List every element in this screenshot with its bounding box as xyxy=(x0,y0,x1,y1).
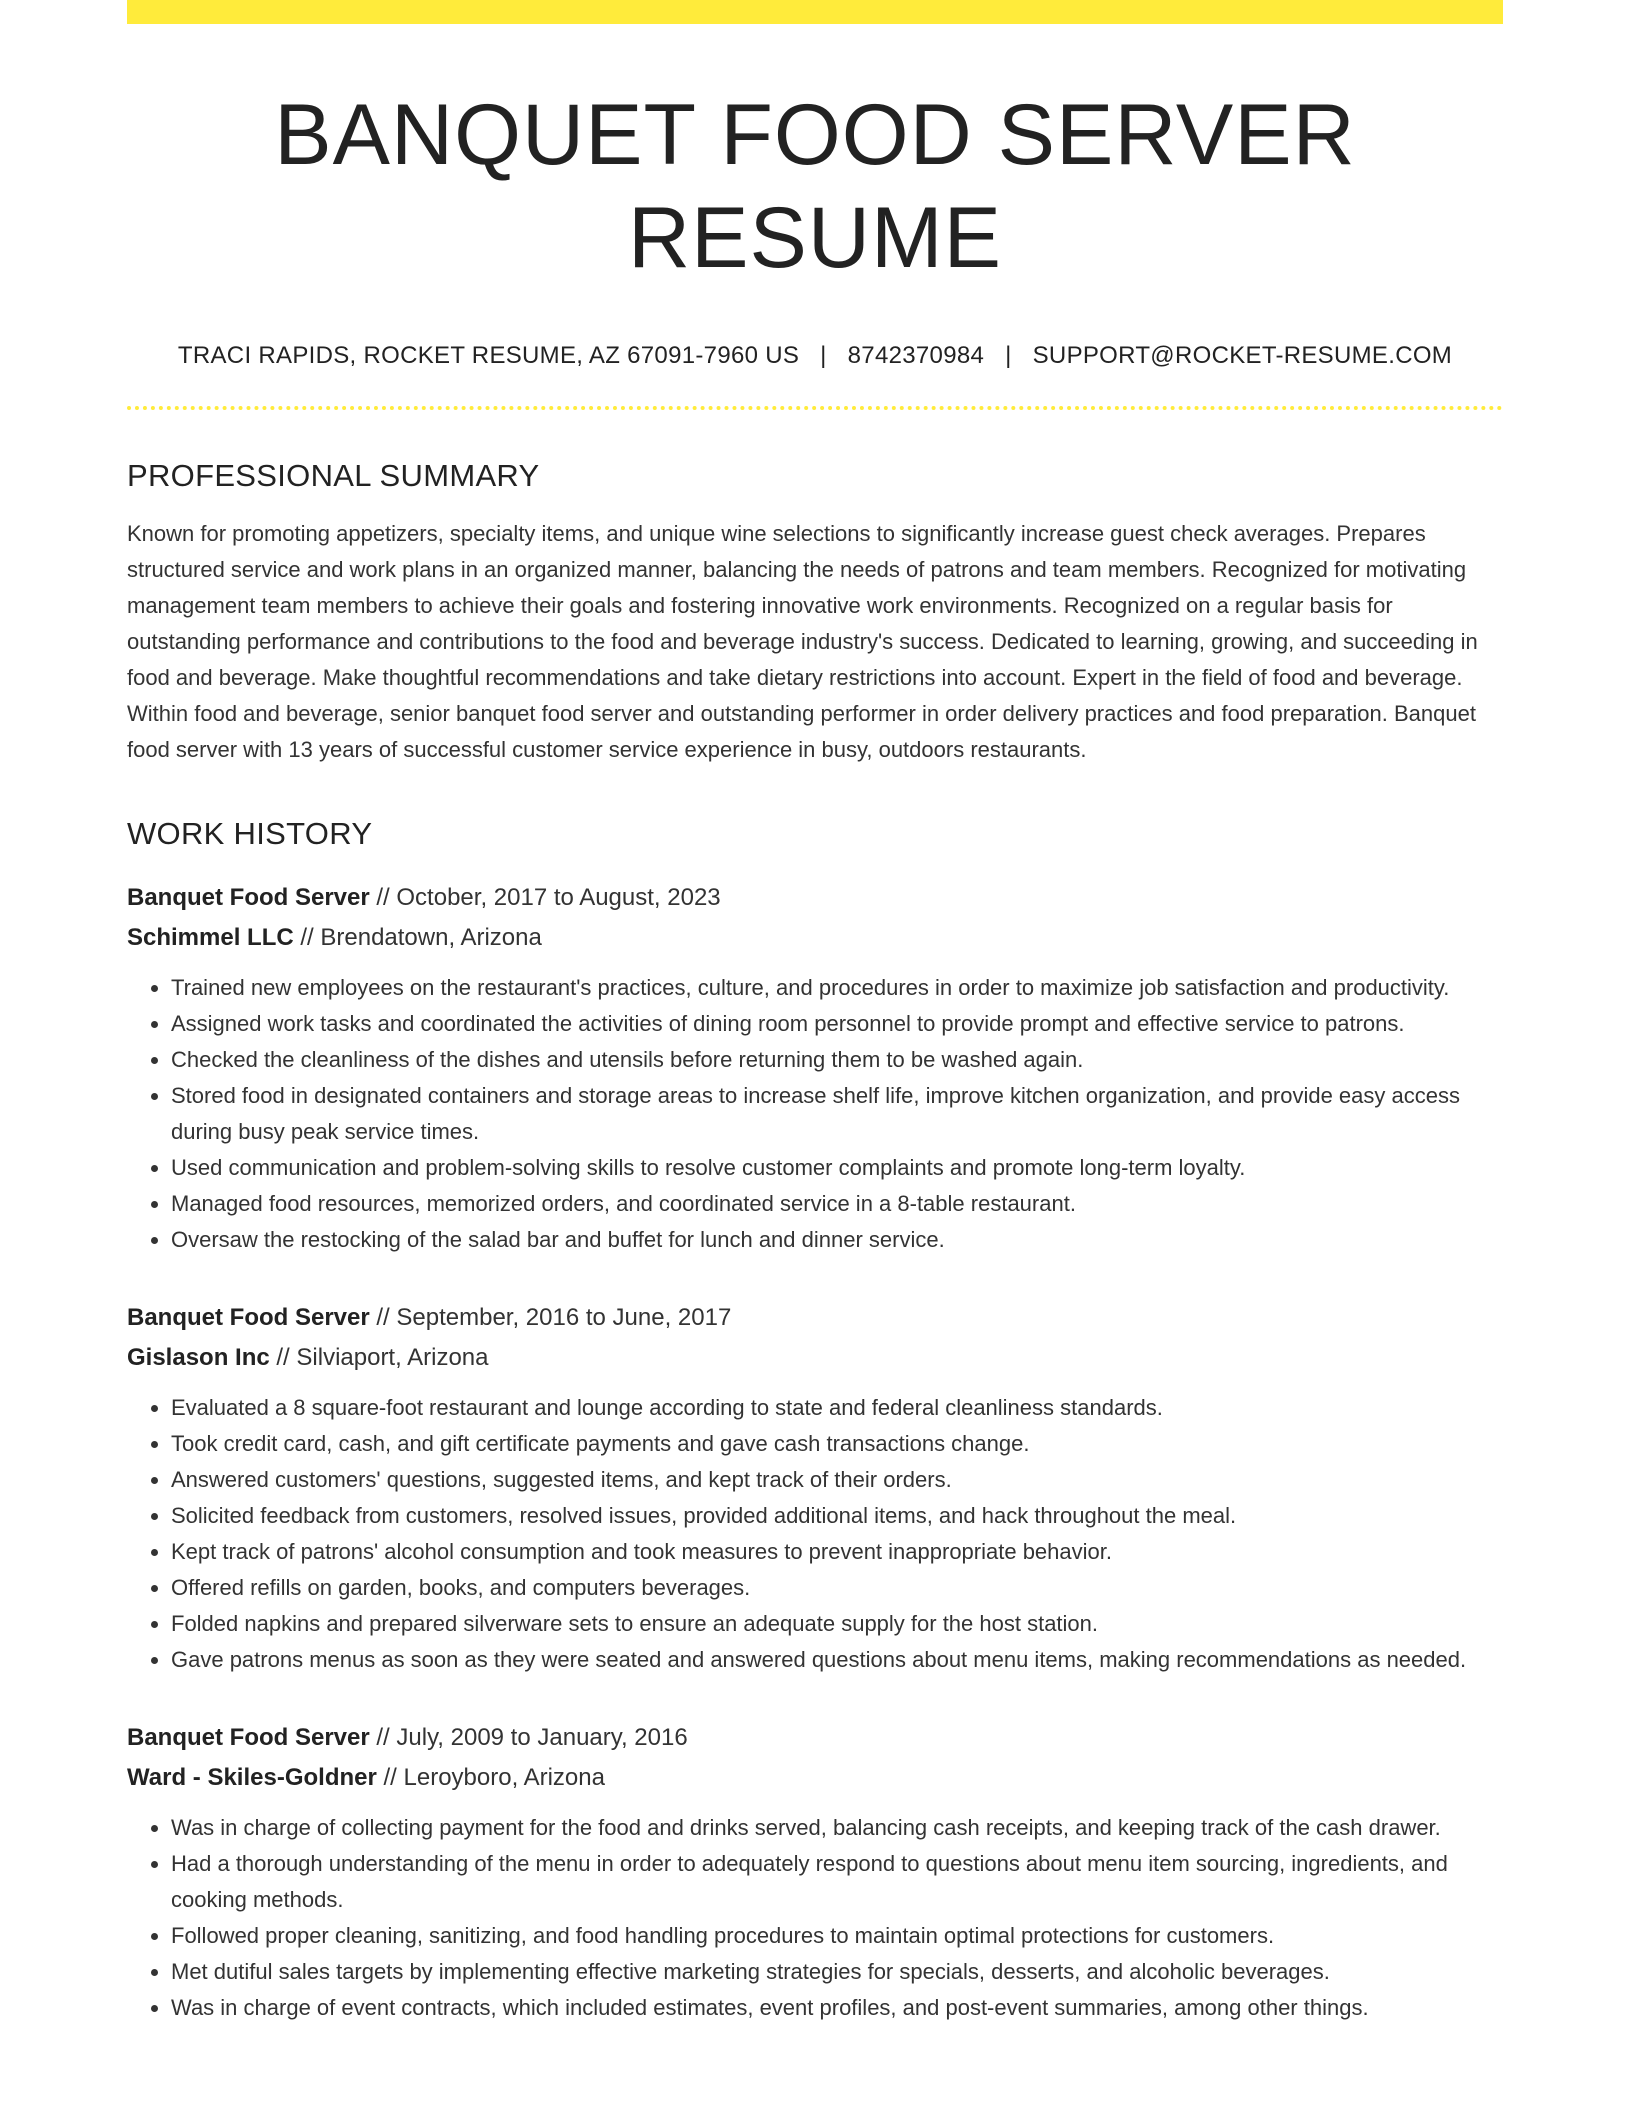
job-entry xyxy=(127,878,1503,1258)
contact-separator: | xyxy=(1005,342,1012,370)
job-dates: // October, 2017 to August, 2023 xyxy=(369,884,721,912)
job-company-line xyxy=(127,1758,1503,1798)
work-history-heading: WORK HISTORY xyxy=(127,816,373,852)
job-bullet: • Assigned work tasks and coordinated the activities of dining room personnel to provide prompt and effective service to patrons. xyxy=(171,1006,1503,1042)
job-bullet: • Stored food in designated containers and storage areas to increase shelf life, improve kitchen organization, and provide easy access during busy peak service times. xyxy=(171,1078,1503,1150)
job-bullet: • Took credit card, cash, and gift certificate payments and gave cash transactions change. xyxy=(171,1426,1503,1462)
job-bullet: • Oversaw the restocking of the salad bar and buffet for lunch and dinner service. xyxy=(171,1222,1503,1258)
job-entry xyxy=(127,1298,1503,1678)
job-location: // Leroyboro, Arizona xyxy=(376,1764,605,1792)
summary-heading: PROFESSIONAL SUMMARY xyxy=(127,458,540,494)
job-bullets xyxy=(127,1810,1503,2026)
job-bullet: • Answered customers' questions, suggested items, and kept track of their orders. xyxy=(171,1462,1503,1498)
job-bullet: • Used communication and problem-solving skills to resolve customer complaints and promote long-term loyalty. xyxy=(171,1150,1503,1186)
job-dates: // September, 2016 to June, 2017 xyxy=(369,1304,732,1332)
top-accent-bar xyxy=(127,0,1503,24)
job-title-line xyxy=(127,1718,1503,1758)
resume-title: BANQUET FOOD SERVER RESUME xyxy=(274,87,1356,287)
job-location: // Silviaport, Arizona xyxy=(269,1344,489,1372)
job-company: Schimmel LLC xyxy=(127,924,294,952)
job-bullets xyxy=(127,1390,1503,1678)
job-bullet: • Offered refills on garden, books, and computers beverages. xyxy=(171,1570,1503,1606)
contact-email: SUPPORT@ROCKET-RESUME.COM xyxy=(1032,342,1453,370)
job-bullet: • Met dutiful sales targets by implementing effective marketing strategies for specials, desserts, and alcoholic beverages. xyxy=(171,1954,1503,1990)
summary-text: Known for promoting appetizers, specialty items, and unique wine selections to significantly increase guest check averages. Prepares structured service and work plans in an organized manner, balancing the needs of patrons and team members. Recognized for motivating management team members to achieve their goals and fostering innovative work environments. Recognized on a regular basis for outstanding performance and contributions to the food and beverage industry's success. Dedicated to learning, growing, and succeeding in food and beverage. Make thoughtful recommendations and take dietary restrictions into account. Expert in the field of food and beverage. Within food and beverage, senior banquet food server and outstanding performer in order delivery practices and food preparation. Banquet food server with 13 years of successful customer service experience in busy, outdoors restaurants. xyxy=(127,521,1478,763)
job-company-line xyxy=(127,918,1503,958)
job-bullet: • Gave patrons menus as soon as they were seated and answered questions about menu items, making recommendations as needed. xyxy=(171,1642,1503,1678)
job-bullet: • Solicited feedback from customers, resolved issues, provided additional items, and hack throughout the meal. xyxy=(171,1498,1503,1534)
resume-page xyxy=(127,0,1503,2026)
job-bullet: • Followed proper cleaning, sanitizing, and food handling procedures to maintain optimal protections for customers. xyxy=(171,1918,1503,1954)
job-role: Banquet Food Server xyxy=(127,1304,370,1332)
job-bullet: • Trained new employees on the restaurant's practices, culture, and procedures in order to maximize job satisfaction and productivity. xyxy=(171,970,1503,1006)
job-bullets xyxy=(127,970,1503,1258)
job-title-line xyxy=(127,878,1503,918)
contact-line xyxy=(127,342,1503,370)
job-bullet: • Had a thorough understanding of the menu in order to adequately respond to questions about menu item sourcing, ingredients, and cooking methods. xyxy=(171,1846,1503,1918)
header-divider xyxy=(127,406,1503,410)
job-bullet: • Was in charge of collecting payment for the food and drinks served, balancing cash receipts, and keeping track of the cash drawer. xyxy=(171,1810,1503,1846)
work-history-list xyxy=(127,878,1503,2026)
job-title-line xyxy=(127,1298,1503,1338)
job-company: Ward - Skiles-Goldner xyxy=(127,1764,377,1792)
job-bullet: • Was in charge of event contracts, which included estimates, event profiles, and post-event summaries, among other things. xyxy=(171,1990,1503,2026)
job-bullet: • Folded napkins and prepared silverware sets to ensure an adequate supply for the host station. xyxy=(171,1606,1503,1642)
job-location: // Brendatown, Arizona xyxy=(293,924,542,952)
contact-address: TRACI RAPIDS, ROCKET RESUME, AZ 67091-7960 US xyxy=(177,342,800,370)
job-company: Gislason Inc xyxy=(127,1344,270,1372)
job-company-line xyxy=(127,1338,1503,1378)
job-bullet: • Managed food resources, memorized orders, and coordinated service in a 8-table restaurant. xyxy=(171,1186,1503,1222)
job-bullet: • Checked the cleanliness of the dishes and utensils before returning them to be washed again. xyxy=(171,1042,1503,1078)
job-entry xyxy=(127,1718,1503,2026)
contact-phone: 8742370984 xyxy=(847,342,985,370)
job-bullet: • Kept track of patrons' alcohol consumption and took measures to prevent inappropriate behavior. xyxy=(171,1534,1503,1570)
job-role: Banquet Food Server xyxy=(127,1724,370,1752)
contact-separator: | xyxy=(820,342,827,370)
job-dates: // July, 2009 to January, 2016 xyxy=(369,1724,688,1752)
job-role: Banquet Food Server xyxy=(127,884,370,912)
job-bullet: • Evaluated a 8 square-foot restaurant and lounge according to state and federal cleanliness standards. xyxy=(171,1390,1503,1426)
